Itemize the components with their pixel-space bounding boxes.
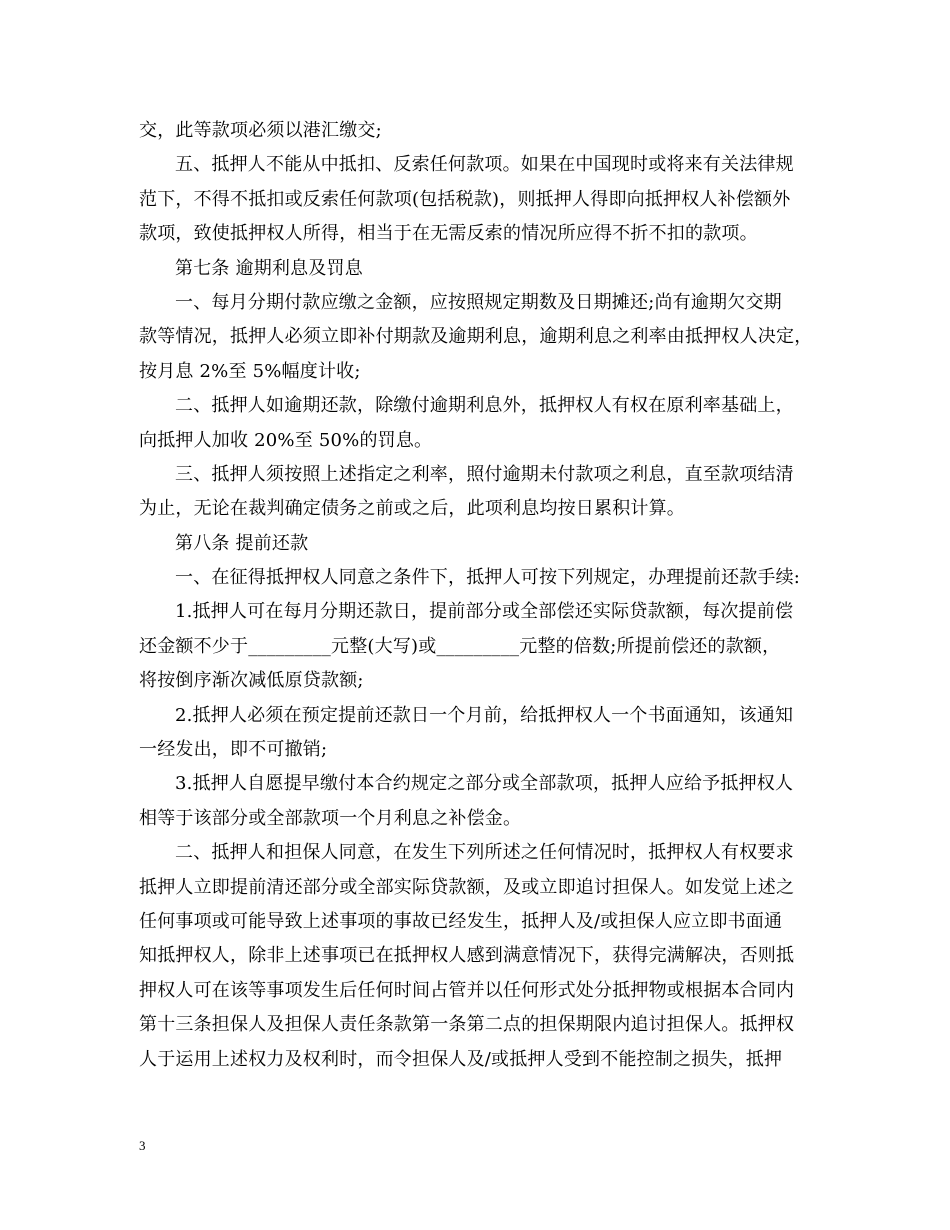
section-heading: 第七条 逾期利息及罚息	[175, 257, 363, 279]
text-line: 二、抵押人和担保人同意，在发生下列所述之任何情况时，抵押权人有权要求	[175, 842, 794, 864]
text-line: 抵押人立即提前清还部分或全部实际贷款额，及或立即追讨担保人。如发觉上述之	[139, 876, 795, 898]
section-heading: 第八条 提前还款	[175, 532, 309, 554]
text-line: 1.抵押人可在每月分期还款日，提前部分或全部偿还实际贷款额，每次提前偿	[175, 601, 794, 623]
text-line: 范下，不得不抵扣或反索任何款项(包括税款)，则抵押人得即向抵押权人补偿额外	[139, 188, 791, 210]
text-line: 一、在征得抵押权人同意之条件下，抵押人可按下列规定，办理提前还款手续:	[175, 567, 801, 589]
text-line: 三、抵押人须按照上述指定之利率，照付逾期未付款项之利息，直至款项结清	[175, 463, 794, 485]
text-line: 款项，致使抵押权人所得，相当于在无需反索的情况所应得不折不扣的款项。	[139, 223, 758, 245]
text-line: 款等情况，抵押人必须立即补付期款及逾期利息，逾期利息之利率由抵押权人决定，	[139, 326, 813, 348]
text-line: 按月息 2%至 5%幅度计收;	[139, 360, 361, 382]
text-line: 押权人可在该等事项发生后任何时间占管并以任何形式处分抵押物或根据本合同内	[139, 979, 795, 1001]
text-line: 第十三条担保人及担保人责任条款第一条第二点的担保期限内追讨担保人。抵押权	[139, 1014, 795, 1036]
text-line: 还金额不少于_________元整(大写)或_________元整的倍数;所提前偿还的款额，	[139, 635, 781, 657]
text-line: 五、抵押人不能从中抵扣、反索任何款项。如果在中国现时或将来有关法律规	[175, 154, 794, 176]
document-body	[139, 114, 815, 1077]
text-line: 交，此等款项必须以港汇缴交;	[139, 120, 382, 141]
text-line: 任何事项或可能导致上述事项的事故已经发生，抵押人及/或担保人应立即书面通	[139, 910, 783, 932]
text-line: 人于运用上述权力及权利时，而令担保人及/或抵押人受到不能控制之损失，抵押	[139, 1048, 783, 1070]
text-line: 为止，无论在裁判确定债务之前或之后，此项利息均按日累积计算。	[139, 498, 685, 520]
text-line: 向抵押人加收 20%至 50%的罚息。	[139, 429, 433, 451]
page-number: 3	[139, 1138, 146, 1153]
text-line: 一经发出，即不可撤销;	[139, 739, 328, 761]
text-line: 知抵押权人，除非上述事项已在抵押权人感到满意情况下，获得完满解决，否则抵	[139, 945, 795, 967]
text-line: 一、每月分期付款应缴之金额，应按照规定期数及日期摊还;尚有逾期欠交期	[175, 291, 782, 313]
text-line: 3.抵押人自愿提早缴付本合约规定之部分或全部款项，抵押人应给予抵押权人	[175, 773, 794, 795]
text-line: 二、抵押人如逾期还款，除缴付逾期利息外，抵押权人有权在原利率基础上，	[175, 395, 794, 417]
text-line: 将按倒序渐次减低原贷款额;	[139, 670, 364, 692]
text-line: 相等于该部分或全部款项一个月利息之补偿金。	[139, 807, 522, 829]
text-line: 2.抵押人必须在预定提前还款日一个月前，给抵押权人一个书面通知，该通知	[175, 704, 794, 726]
